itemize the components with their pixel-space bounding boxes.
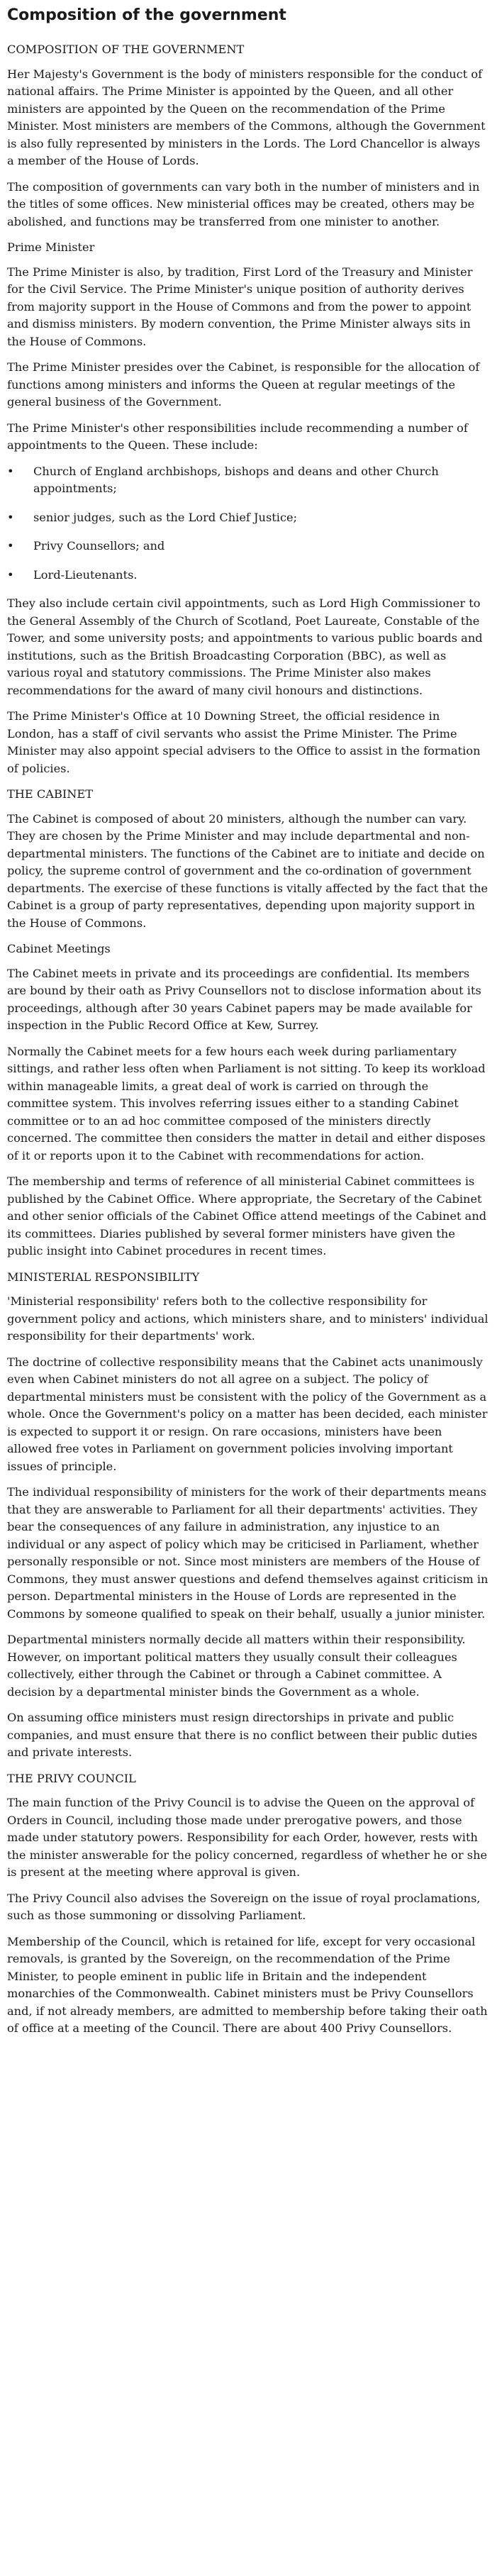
section-heading: COMPOSITION OF THE GOVERNMENT — [7, 43, 245, 56]
paragraph: Her Majesty's Government is the body of ministers responsible for the conduct of national affairs. The Prime Minister is appointed by the Queen, and all other ministers are appointed by the Queen on the recommendation of the Prime Minister. Most ministers are members of the Commons, although the Government is also fully represented by ministers in the Lords. The Lord Chancellor is always a member of the House of Lords. — [7, 67, 486, 167]
paragraph: The Prime Minister presides over the Cabinet, is responsible for the allocation of functions among ministers and informs the Queen at regular meetings of the general business of the Government. — [7, 360, 480, 409]
bullet-list — [7, 463, 490, 584]
paragraph: 'Ministerial responsibility' refers both to the collective responsibility for government policy and actions, which ministers share, and to ministers' individual responsibility for their departments' work. — [7, 1294, 488, 1343]
paragraph: The Prime Minister's other responsibilities include recommending a number of appointments to the Queen. These include: — [7, 421, 468, 452]
section-heading: THE CABINET — [7, 787, 94, 801]
section-heading: MINISTERIAL RESPONSIBILITY — [7, 1270, 200, 1284]
paragraph: The Privy Council also advises the Sovereign on the issue of royal proclamations, such as those summoning or dissolving Parliament. — [7, 1891, 481, 1922]
paragraph: The doctrine of collective responsibility means that the Cabinet acts unanimously even when Cabinet ministers do not all agree on a subject. The policy of departmental ministers must be consistent with the policy of the Government as a whole. Once the Government's policy on a matter has been decided, each minister is expected to support it or resign. On rare occasions, ministers have been allowed free votes in Parliament on government policies involving important issues of principle. — [7, 1355, 488, 1473]
paragraph: Normally the Cabinet meets for a few hours each week during parliamentary sittings, and rather less often when Parliament is not sitting. To keep its workload within manageable limits, a great deal of work is carried on through the committee system. This involves referring issues either to a standing Cabinet committee or to an ad hoc committee composed of the ministers directly concerned. The committee then considers the matter in detail and either disposes of it or reports upon it to the Cabinet with recommendations for action. — [7, 1044, 486, 1162]
paragraph: Membership of the Council, which is retained for life, except for very occasional removals, is granted by the Sovereign, on the recommendation of the Prime Minister, to people eminent in public life in Britain and the independent monarchies of the Commonwealth. Cabinet ministers must be Privy Counsellors and, if not already members, are admitted to membership before taking their oath of office at a meeting of the Council. There are about 400 Privy Counsellors. — [7, 1934, 488, 2035]
paragraph: On assuming office ministers must resign directorships in private and public companies, and must ensure that there is no conflict between their public duties and private interests. — [7, 1711, 478, 1759]
paragraph: The individual responsibility of ministers for the work of their departments means that they are answerable to Parliament for all their departments' activities. They bear the consequences of any failure in administration, any injustice to an individual or any aspect of policy which may be criticised in Parliament, whether personally responsible or not. Since most ministers are members of the House of Commons, they must answer questions and defend themselves against criticism in person. Departmental ministers in the House of Lords are represented in the Commons by someone qualified to speak on their behalf, usually a junior minister. — [7, 1485, 488, 1621]
section-heading: THE PRIVY COUNCIL — [7, 1771, 136, 1785]
page-title: Composition of the government — [7, 6, 286, 24]
list-item: • Lord-Lieutenants. — [7, 567, 490, 584]
paragraph: The main function of the Privy Council is to advise the Queen on the approval of Orders in Council, including those made under prerogative powers, and those made under statutory powers. Responsibility for each Order, however, rests with the minister answerable for the policy concerned, regardless of whether he or she is present at the meeting where approval is given. — [7, 1796, 488, 1879]
paragraph: The Prime Minister is also, by tradition, First Lord of the Treasury and Minister for the Civil Service. The Prime Minister's unique position of authority derives from majority support in the House of Commons and from the power to appoint and dismiss ministers. By modern convention, the Prime Minister always sits in the House of Commons. — [7, 265, 473, 348]
paragraph: Departmental ministers normally decide all matters within their responsibility. However, on important political matters they usually consult their colleagues collectively, either through the Cabinet or through a Cabinet committee. A decision by a departmental minister binds the Government as a whole. — [7, 1633, 466, 1699]
list-item: • senior judges, such as the Lord Chief Justice; — [7, 509, 490, 527]
document-body — [7, 41, 490, 2038]
section-heading: Prime Minister — [7, 240, 95, 254]
paragraph: The membership and terms of reference of all ministerial Cabinet committees is published by the Cabinet Office. Where appropriate, the Secretary of the Cabinet and other senior officials of the Cabinet Office attend meetings of the Cabinet and its committees. Diaries published by several former ministers have given the public insight into Cabinet procedures in recent times. — [7, 1175, 487, 1258]
paragraph: The composition of governments can vary both in the number of ministers and in the titles of some offices. New ministerial offices may be created, others may be abolished, and functions may be transferred from one minister to another. — [7, 179, 480, 228]
section-heading: Cabinet Meetings — [7, 942, 111, 955]
paragraph: They also include certain civil appointments, such as Lord High Commissioner to the General Assembly of the Church of Scotland, Poet Laureate, Constable of the Tower, and some university posts; and appointments to various public boards and institutions, such as the British Broadcasting Corporation (BBC), as well as various royal and statutory commissions. The Prime Minister also makes recommendations for the award of many civil honours and distinctions. — [7, 596, 483, 697]
paragraph: The Cabinet meets in private and its proceedings are confidential. Its members are bound by their oath as Privy Counsellors not to disclose information about its proceedings, although after 30 years Cabinet papers may be made available for inspection in the Public Record Office at Kew, Surrey. — [7, 966, 481, 1032]
list-item: • Privy Counsellors; and — [7, 538, 490, 555]
list-item: • Church of England archbishops, bishops and deans and other Church appointments; — [7, 463, 490, 498]
paragraph: The Prime Minister's Office at 10 Downing Street, the official residence in London, has a staff of civil servants who assist the Prime Minister. The Prime Minister may also appoint special advisers to the Office to assist in the formation of policies. — [7, 709, 481, 775]
paragraph: The Cabinet is composed of about 20 ministers, although the number can vary. They are chosen by the Prime Minister and may include departmental and non-departmental ministers. The functions of the Cabinet are to initiate and decide on policy, the supreme control of government and the co-ordination of government departments. The exercise of these functions is vitally affected by the fact that the Cabinet is a group of party representatives, depending upon majority support in the House of Commons. — [7, 811, 488, 930]
